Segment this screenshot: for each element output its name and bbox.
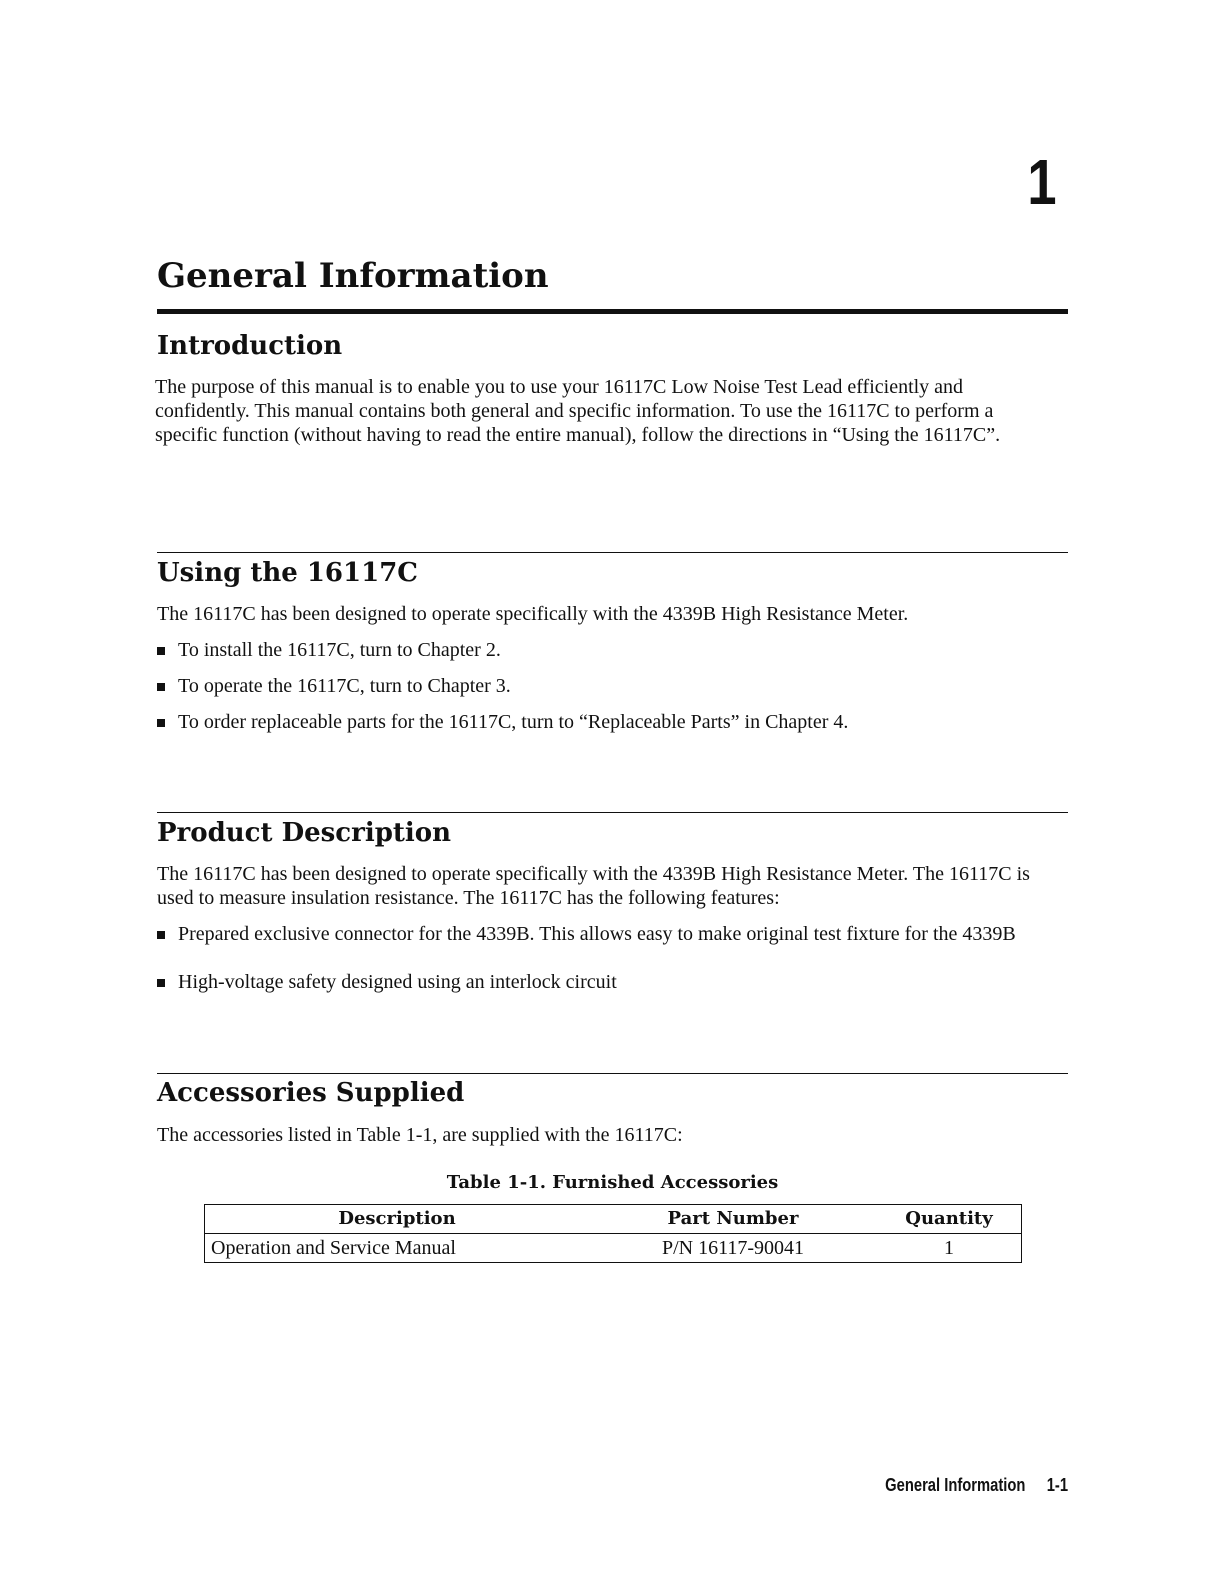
accessories-table bbox=[204, 1204, 1022, 1263]
chapter-title: General Information bbox=[157, 256, 549, 296]
using-paragraph: The 16117C has been designed to operate specifically with the 4339B High Resistance Meter. bbox=[157, 603, 909, 625]
product-bullet-text: High-voltage safety designed using an interlock circuit bbox=[178, 971, 617, 993]
bullet-square-icon bbox=[157, 683, 165, 691]
cell-description: Operation and Service Manual bbox=[205, 1234, 590, 1263]
using-bullet-item bbox=[157, 638, 1068, 662]
using-bullet-text: To order replaceable parts for the 16117C, turn to “Replaceable Parts” in Chapter 4. bbox=[178, 711, 849, 733]
bullet-square-icon bbox=[157, 931, 165, 939]
product-bullet-item bbox=[157, 922, 1037, 946]
bullet-square-icon bbox=[157, 719, 165, 727]
accessories-paragraph: The accessories listed in Table 1-1, are supplied with the 16117C: bbox=[157, 1124, 683, 1146]
column-header-quantity: Quantity bbox=[877, 1205, 1022, 1234]
introduction-heading: Introduction bbox=[157, 331, 343, 361]
using-bullet-text: To install the 16117C, turn to Chapter 2. bbox=[178, 639, 501, 661]
column-header-description: Description bbox=[205, 1205, 590, 1234]
cell-part-number: P/N 16117-90041 bbox=[589, 1234, 877, 1263]
cell-quantity: 1 bbox=[877, 1234, 1022, 1263]
table-header-row bbox=[205, 1205, 1022, 1234]
using-bullet-item bbox=[157, 674, 1068, 698]
section-divider-accessories bbox=[157, 1073, 1068, 1074]
section-divider-product bbox=[157, 812, 1068, 813]
product-bullet-item bbox=[157, 970, 1068, 994]
bullet-square-icon bbox=[157, 647, 165, 655]
product-bullet-text: Prepared exclusive connector for the 4339B. This allows easy to make original test fixture for the 4339B bbox=[178, 923, 1016, 945]
using-heading: Using the 16117C bbox=[157, 558, 418, 588]
table-row bbox=[205, 1234, 1022, 1263]
footer-section-title: General Information bbox=[885, 1475, 1026, 1495]
bullet-square-icon bbox=[157, 979, 165, 987]
column-header-part-number: Part Number bbox=[589, 1205, 877, 1234]
product-paragraph: The 16117C has been designed to operate specifically with the 4339B High Resistance Meter. The 16117C is used to measure insulation resistance. The 16117C has the following features: bbox=[157, 863, 1030, 909]
accessories-heading: Accessories Supplied bbox=[157, 1078, 465, 1108]
using-bullet-text: To operate the 16117C, turn to Chapter 3. bbox=[178, 675, 511, 697]
chapter-title-rule bbox=[157, 309, 1068, 314]
using-bullet-item bbox=[157, 710, 1068, 734]
product-heading: Product Description bbox=[157, 818, 452, 848]
page-footer bbox=[885, 1474, 1068, 1496]
section-divider-using bbox=[157, 552, 1068, 553]
introduction-paragraph: The purpose of this manual is to enable you to use your 16117C Low Noise Test Lead efficiently and confidently. This manual contains both general and specific information. To use the 16117C to perform a specific function (without having to read the entire manual), follow the directions in “Using the 16117C”. bbox=[155, 376, 1001, 446]
footer-page-number: 1-1 bbox=[1046, 1475, 1068, 1495]
chapter-number: 1 bbox=[1027, 146, 1057, 218]
table-caption: Table 1-1. Furnished Accessories bbox=[446, 1172, 779, 1193]
